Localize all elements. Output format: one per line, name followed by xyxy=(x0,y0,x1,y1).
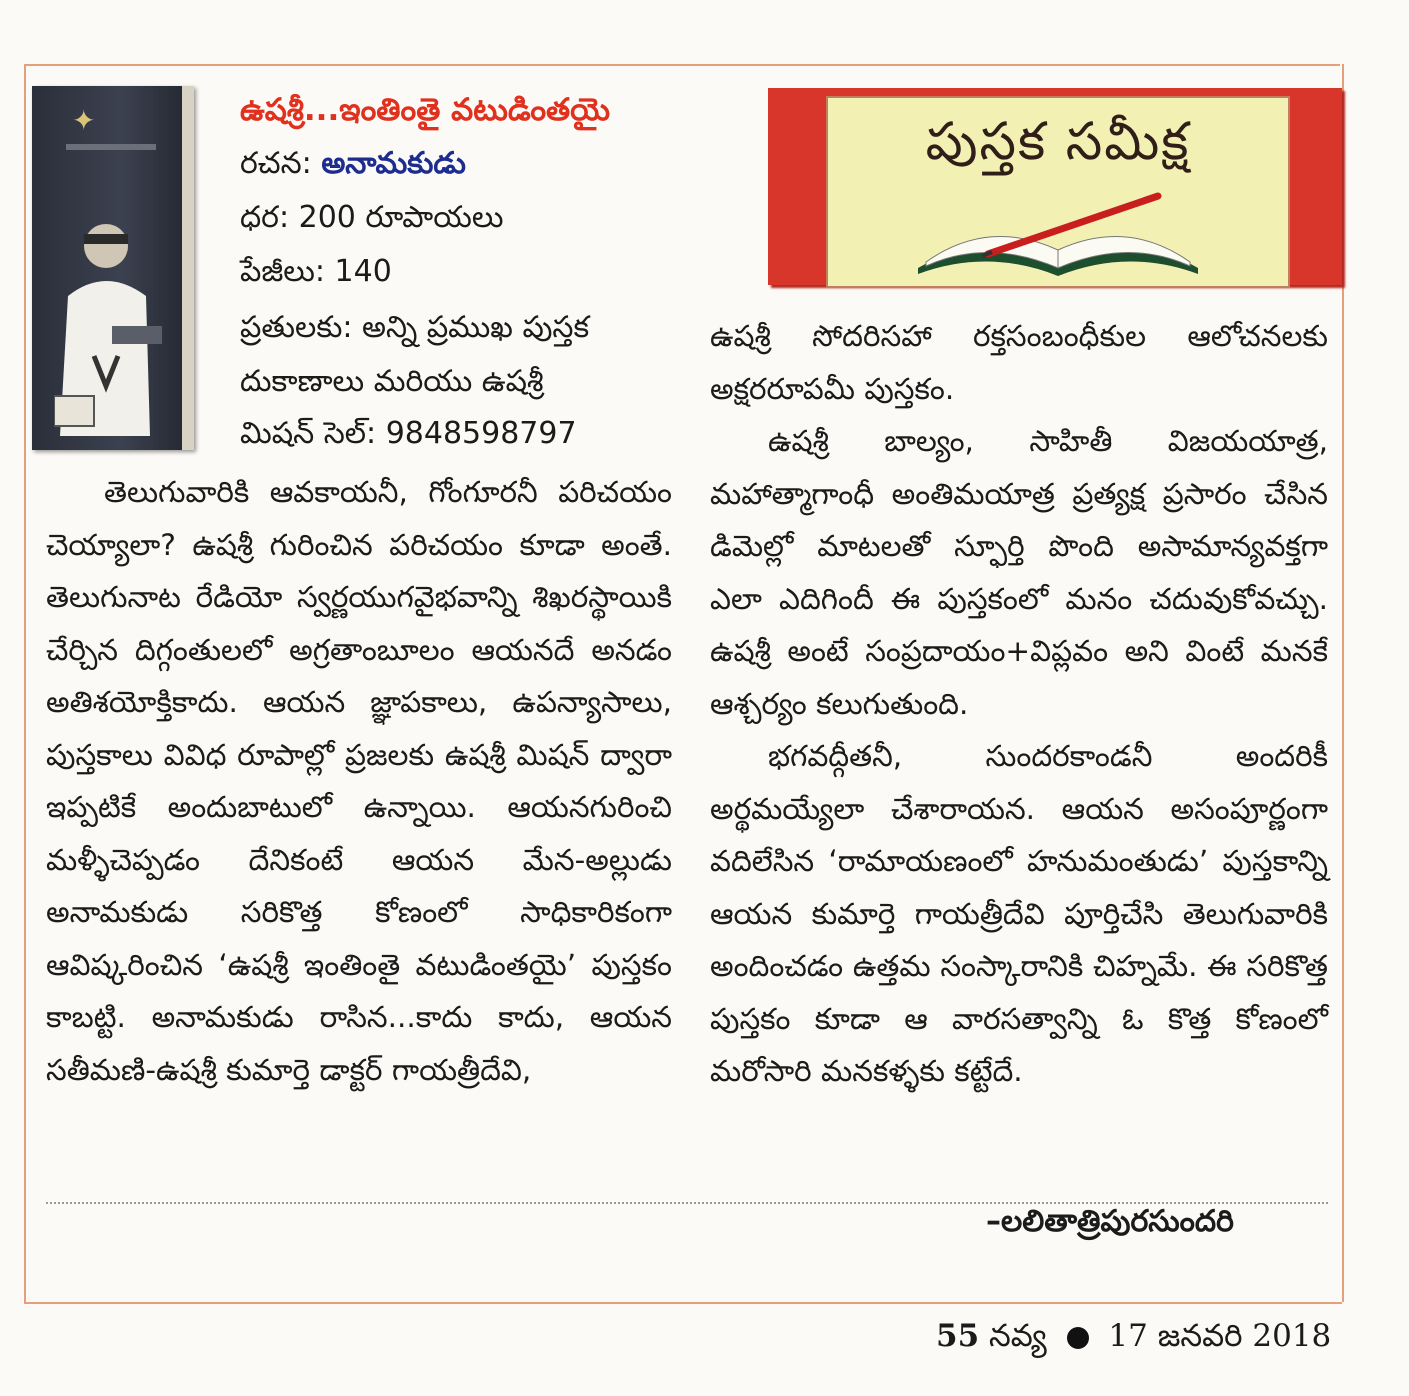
copies-line-3: మిషన్ సెల్: 9848598797 xyxy=(240,416,577,451)
article-paragraph-3: ఉషశ్రీ బాల్యం, సాహితీ విజయయాత్ర, మహాత్మాగాంధీ అంతిమయాత్ర ప్రత్యక్ష ప్రసారం చేసిన డిమెల్లో మాటలతో స్ఫూర్తి పొంది అసామాన్యవక్తగా ఎలా ఎదిగిందీ ఈ పుస్తకంలో మనం చదువుకోవచ్చు. ఉషశ్రీ అంటే సంప్రదాయం+విప్లవం అని వింటే మనకే ఆశ్చర్యం కలుగుతుంది. xyxy=(710,424,1328,721)
copies-line-1: ప్రతులకు: అన్ని ప్రముఖ పుస్తక xyxy=(240,310,590,345)
article-frame-bottom xyxy=(24,1302,1342,1304)
book-cover-subtitle-bar xyxy=(66,144,156,150)
article-frame-top xyxy=(24,64,1340,66)
bullet-icon xyxy=(1067,1327,1089,1349)
pages-line: పేజీలు: 140 xyxy=(240,254,392,289)
page-number: 55 xyxy=(936,1318,980,1354)
author-name: అనామకుడు xyxy=(321,146,466,181)
magazine-name: నవ్య xyxy=(989,1318,1047,1354)
price-line: ధర: 200 రూపాయలు xyxy=(240,200,504,235)
copies-line-2: దుకాణాలు మరియు ఉషశ్రీ xyxy=(240,364,544,399)
book-title: ఉషశ్రీ...ఇంతింతై వటుడింతయై xyxy=(240,92,611,128)
section-logo-title: పుస్తక సమీక్ష xyxy=(925,112,1191,172)
article-paragraph-1: తెలుగువారికి ఆవకాయనీ, గోంగూరనీ పరిచయం చెయ్యాలా? ఉషశ్రీ గురించిన పరిచయం కూడా అంతే. తెలుగునాట రేడియో స్వర్ణయుగవైభవాన్ని శిఖరస్థాయికి చేర్చిన దిగ్గంతులలో అగ్రతాంబూలం ఆయనదే అనడం అతిశయోక్తికాదు. ఆయన జ్ఞాపకాలు, ఉపన్యాసాలు, పుస్తకాలు వివిధ రూపాల్లో ప్రజలకు ఉషశ్రీ మిషన్ ద్వారా ఇప్పటికే అందుబాటులో ఉన్నాయి. ఆయనగురించి మళ్ళీచెప్పడం దేనికంటే ఆయన మేన-అల్లుడు అనామకుడు సరికొత్త కోణంలో సాధికారికంగా ఆవిష్కరించిన ‘ఉషశ్రీ ఇంతింతై వటుడింతయై’ పుస్తకం కాబట్టి. అనామకుడు రాసిన...కాదు కాదు, ఆయన సతీమణి-ఉషశ్రీ కుమార్తె డాక్టర్ గాయత్రీదేవి, xyxy=(46,475,672,1087)
article-paragraph-2: ఉషశ్రీ సోదరిసహా రక్తసంబంధీకుల ఆలోచనలకు అక్షరరూపమీ పుస్తకం. xyxy=(710,319,1328,406)
author-label: రచన: xyxy=(240,146,312,181)
page-footer xyxy=(936,1318,1331,1361)
article-paragraph-4: భగవద్గీతనీ, సుందరకాండనీ అందరికీ అర్థమయ్యేలా చేశారాయన. ఆయన అసంపూర్ణంగా వదిలేసిన ‘రామాయణంలో హనుమంతుడు’ పుస్తకాన్ని ఆయన కుమార్తె గాయత్రీదేవి పూర్తిచేసి తెలుగువారికి అందించడం ఉత్తమ సంస్కారానికి చిహ్నమే. ఈ సరికొత్త పుస్తకం కూడా ఆ వారసత్వాన్ని ఓ కొత్త కోణంలో మరోసారి మనకళ్ళకు కట్టేదే. xyxy=(710,739,1328,1088)
article-left-column xyxy=(46,466,672,1096)
issue-date: 17 జనవరి 2018 xyxy=(1108,1318,1332,1354)
open-book-pen-icon xyxy=(908,188,1208,278)
author-line xyxy=(240,146,466,188)
book-cover-title-glyph: ✦ xyxy=(72,104,96,137)
author-portrait-icon xyxy=(54,206,154,436)
article-right-column xyxy=(710,310,1328,1098)
book-cover-caption-bar xyxy=(112,326,162,344)
section-logo xyxy=(768,88,1342,285)
reviewer-signature: –లలితాత్రిపురసుందరి xyxy=(986,1204,1234,1239)
book-cover-image xyxy=(32,86,194,450)
section-logo-panel xyxy=(826,96,1290,288)
